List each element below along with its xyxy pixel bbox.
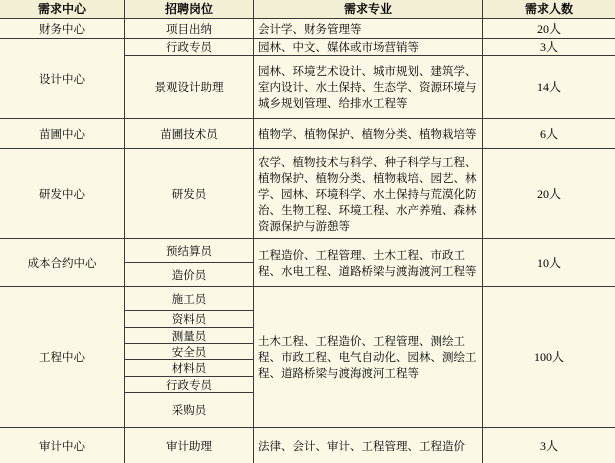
count-engineering: 100人 [483,287,615,427]
divider [124,55,615,56]
position-materials: 材料员 [125,360,253,376]
divider [0,286,615,287]
position-admin-specialist-eng: 行政专员 [125,377,253,392]
major-cost: 工程造价、工程管理、土木工程、市政工程、水电工程、道路桥梁与渡海渡河工程等 [254,239,482,286]
divider [482,0,483,463]
header-major: 需求专业 [254,0,482,18]
divider [0,118,615,119]
position-document-clerk: 资料员 [125,311,253,327]
divider [124,262,254,263]
dept-finance: 财务中心 [0,19,124,38]
dept-rnd: 研发中心 [0,149,124,238]
divider [0,238,615,239]
divider [124,310,254,311]
position-cost-clerk: 造价员 [125,263,253,286]
position-landscape-assistant: 景观设计助理 [125,56,253,118]
major-design-admin: 园林、中文、媒体或市场营销等 [254,39,482,55]
count-cost: 10人 [483,239,615,286]
position-construction: 施工员 [125,287,253,310]
divider [0,38,615,39]
major-audit: 法律、会计、审计、工程管理、工程造价 [254,428,482,463]
position-cashier: 项目出纳 [125,19,253,38]
major-landscape: 园林、环境艺术设计、城市规划、建筑学、室内设计、水土保持、生态学、资源环境与城乡规划管理、给排水工程等 [254,56,482,118]
major-nursery: 植物学、植物保护、植物分类、植物栽培等 [254,119,482,148]
divider [124,0,125,463]
dept-design: 设计中心 [0,39,124,118]
position-researcher: 研发员 [125,149,253,238]
dept-audit: 审计中心 [0,428,124,463]
position-audit-assistant: 审计助理 [125,428,253,463]
count-finance: 20人 [483,19,615,38]
major-rnd: 农学、植物技术与科学、种子科学与工程、植物保护、植物分类、植物栽培、园艺、林学、园林、环境科学、水土保持与荒漠化防治、生物工程、环境工程、水产养殖、森林资源保护与游憩等 [254,149,482,238]
count-design-admin: 3人 [483,39,615,55]
position-safety: 安全员 [125,344,253,359]
divider [253,0,254,463]
divider [0,18,615,19]
divider [124,327,254,328]
position-purchaser: 采购员 [125,393,253,427]
dept-cost: 成本合约中心 [0,239,124,286]
divider [124,376,254,377]
major-finance: 会计学、财务管理等 [254,19,482,38]
position-surveyor: 测量员 [125,328,253,343]
position-admin-specialist: 行政专员 [125,39,253,55]
divider [0,148,615,149]
count-rnd: 20人 [483,149,615,238]
dept-engineering: 工程中心 [0,287,124,427]
position-budget-clerk: 预结算员 [125,239,253,262]
count-audit: 3人 [483,428,615,463]
divider [0,427,615,428]
header-position: 招聘岗位 [125,0,253,18]
header-count: 需求人数 [483,0,615,18]
major-engineering: 土木工程、工程造价、工程管理、测绘工程、市政工程、电气自动化、园林、测绘工程、道路桥梁与渡海渡河工程等 [254,287,482,427]
dept-nursery: 苗圃中心 [0,119,124,148]
divider [124,392,254,393]
divider [124,343,254,344]
count-nursery: 6人 [483,119,615,148]
count-landscape: 14人 [483,56,615,118]
header-dept: 需求中心 [0,0,124,18]
divider [124,359,254,360]
position-nursery-tech: 苗圃技术员 [125,119,253,148]
